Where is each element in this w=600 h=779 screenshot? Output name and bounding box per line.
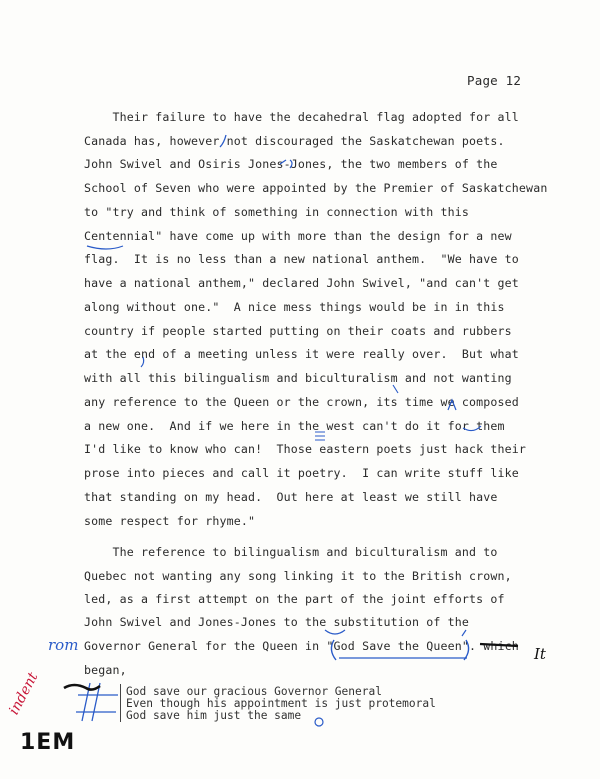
blue-open-bracket [331,640,336,660]
body-line: John Swivel and Jones-Jones to the substitution of the [84,615,470,629]
blue-underline-mark [87,246,123,249]
body-line: Centennial" have come up with more than the design for a new [84,229,512,243]
blue-apostrophe-mark [393,385,398,393]
blue-capital-mark [315,432,325,440]
body-line: to "try and think of something in connection with this [84,205,470,219]
body-line: Governor General for the Queen in "God Save the Queen". which [84,639,519,653]
body-line: have a national anthem," declared John Swivel, "and can't get [84,276,519,290]
body-line: along without one." A nice mess things would be in in this [84,300,505,314]
blue-connect-mark [463,426,481,431]
black-scribble-mark [64,685,100,690]
body-line: with all this bilingualism and biculturalism and not wanting [84,371,512,385]
blue-caret-mark [448,400,456,410]
body-line: The reference to bilingualism and biculturalism and to [84,545,498,559]
verse-line: God save him just the same [126,709,302,722]
insert-it-note: It [534,645,546,663]
body-line: Canada has, however not discouraged the Saskatchewan poets. [84,134,505,148]
body-line: Quebec not wanting any song linking it to the British crown, [84,569,512,583]
body-line: some respect for rhyme." [84,514,256,528]
blue-circle-mark [315,718,323,726]
margin-note-1em: 1EM [20,730,76,755]
body-line: began, [84,663,127,677]
body-line: country if people started putting on their coats and rubbers [84,324,512,338]
body-line: prose into pieces and call it poetry. I can write stuff like [84,466,519,480]
margin-note-indent: indent [6,669,42,718]
body-line: John Swivel and Osiris Jones-Jones, the two members of the [84,157,498,171]
body-line: Their failure to have the decahedral flag adopted for all [84,110,519,124]
strike-through-which [480,644,518,646]
blue-comma-mark [290,160,292,168]
body-line: I'd like to know who can! Those eastern poets just hack their [84,442,527,456]
body-line: that standing on my head. Out here at least we still have [84,490,498,504]
verse-line: God save our gracious Governor General [126,685,382,698]
blue-caret-mark [325,630,345,634]
blue-question-mark [462,630,466,636]
body-line: School of Seven who were appointed by the Premier of Saskatchewan [84,181,548,195]
blue-comma-mark [141,357,144,367]
blue-caret-mark [280,160,286,164]
blue-comma-mark [220,135,226,147]
body-line: any reference to the Queen or the crown, its time we composed [84,395,519,409]
margin-note-rom: rom [48,636,79,654]
body-line: at the end of a meeting unless it were really over. But what [84,347,519,361]
body-line: led, as a first attempt on the part of the joint efforts of [84,592,505,606]
body-line: a new one. And if we here in the west can't do it for them [84,419,505,433]
page-number: Page 12 [467,73,522,88]
blue-close-bracket [464,640,469,660]
body-line: flag. It is no less than a new national anthem. "We have to [84,252,519,266]
verse-line: Even though his appointment is just protemoral [126,697,436,710]
